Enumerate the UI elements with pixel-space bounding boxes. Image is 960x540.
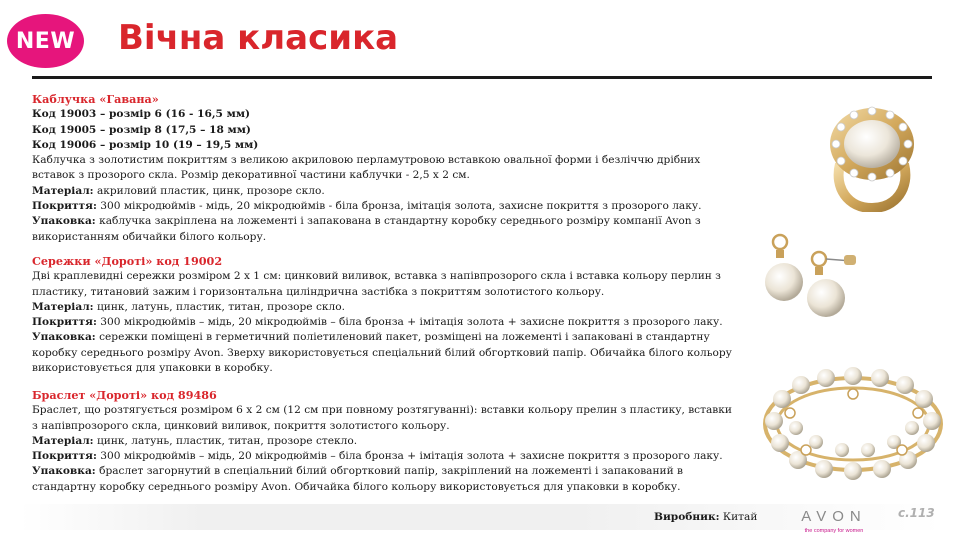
ring-code-1: Код 19003 – розмір 6 (16 - 16,5 мм) [32,108,251,121]
bracelet-packaging-value: браслет загорнутий в спеціальний білий обгортковий папір, закріплений на ложементі і запакований в стандартну коробку середнього розміру Avon. Обичайка білого кольору використовується для упаковки в коробку. [32,465,683,493]
ring-code-3: Код 19006 – розмір 10 (19 – 19,5 мм) [32,138,259,151]
ring-section [32,92,737,245]
bracelet-material-label: Матеріал: [32,434,94,447]
ring-material-value: акриловий пластик, цинк, прозоре скло. [93,184,325,197]
title-divider [32,76,932,79]
ring-material-label: Матеріал: [32,184,94,197]
bracelet-coating-label: Покриття: [32,450,97,463]
bracelet-title: Браслет «Дороті» код 89486 [32,388,217,402]
ring-code-2: Код 19005 – розмір 8 (17,5 – 18 мм) [32,123,251,136]
bracelet-coating [32,449,737,464]
bracelet-photo [756,366,951,481]
manufacturer-value: Китай [719,511,758,523]
avon-tagline: the company for women [804,528,864,534]
bracelet-coating-value: 300 мікродюймів – мідь, 20 мікродюймів – біла бронза + імітація золота + захисне покриття з прозорого лаку. [96,450,723,463]
ring-coating [32,199,737,214]
ring-coating-label: Покриття: [32,200,97,213]
ring-coating-value: 300 мікродюймів - мідь, 20 мікродюймів - біла бронза, імітація золота, захисне покриття з прозорого лаку. [96,200,702,213]
earrings-title: Сережки «Дороті» код 19002 [32,254,223,268]
earrings-coating-label: Покриття: [32,316,97,329]
ring-photo [812,92,932,212]
ring-packaging-label: Упаковка: [32,215,96,228]
earrings-coating-value: 300 мікродюймів – мідь, 20 мікродюймів – біла бронза + імітація золота + захисне покриття з прозорого лаку. [96,316,723,329]
ring-packaging [32,214,737,245]
earrings-packaging [32,330,737,376]
page-number: с.113 [898,506,935,520]
earrings-material [32,300,737,315]
ring-title: Каблучка «Гавана» [32,92,159,106]
earrings-photo [760,228,870,338]
manufacturer [654,511,757,523]
earrings-coating [32,315,737,330]
earrings-description: Дві краплевидні сережки розміром 2 х 1 см: цинковий виливок, вставка з напівпрозорого скла і вставка кольору перлин з пластику, титановий зажим і горизонтальна циліндрична застібка з покриттям золотистого кольору. [32,270,721,298]
earrings-section [32,254,737,376]
bracelet-material [32,434,737,449]
manufacturer-label: Виробник: [654,511,720,523]
bracelet-packaging-label: Упаковка: [32,465,96,478]
earrings-packaging-label: Упаковка: [32,331,96,344]
avon-logo [790,505,878,535]
bracelet-packaging [32,464,737,495]
ring-packaging-value: каблучка закріплена на ложементі і запакована в стандартну коробку середнього розміру компанії Avon з використанням обичайки білого кольору. [32,215,701,243]
earrings-material-label: Матеріал: [32,300,94,313]
ring-material [32,184,737,199]
new-badge-label: NEW [15,28,76,54]
avon-logo-text: AVON [801,508,867,525]
new-badge [7,14,84,68]
earrings-packaging-value: сережки поміщені в герметичний поліетиленовий пакет, розміщені на ложементі і запаковані в стандартну коробку середнього розміру Avon. Зверху використовується спеціальний білий обгортковий папір. Обичайка білого кольору використовується для упаковки в коробку. [32,331,732,375]
bracelet-section [32,388,737,495]
bracelet-material-value: цинк, латунь, пластик, титан, прозоре стекло. [93,434,358,447]
page-title: Вічна класика [118,18,399,58]
ring-description: Каблучка з золотистим покриттям з великою акриловою перламутровою вставкою овальної форми і безліччю дрібних вставок з прозорого скла. Розмір декоративної частини каблучки - 2,5 х 2 см. [32,154,701,182]
earrings-material-value: цинк, латунь, пластик, титан, прозоре скло. [93,300,345,313]
bracelet-description: Браслет, що розтягується розміром 6 х 2 см (12 см при повному розтягуванні): вставки кольору прелин з пластику, вставки з напівпрозорого скла, цинковий виливок, покриття золотистого кольору. [32,404,732,432]
